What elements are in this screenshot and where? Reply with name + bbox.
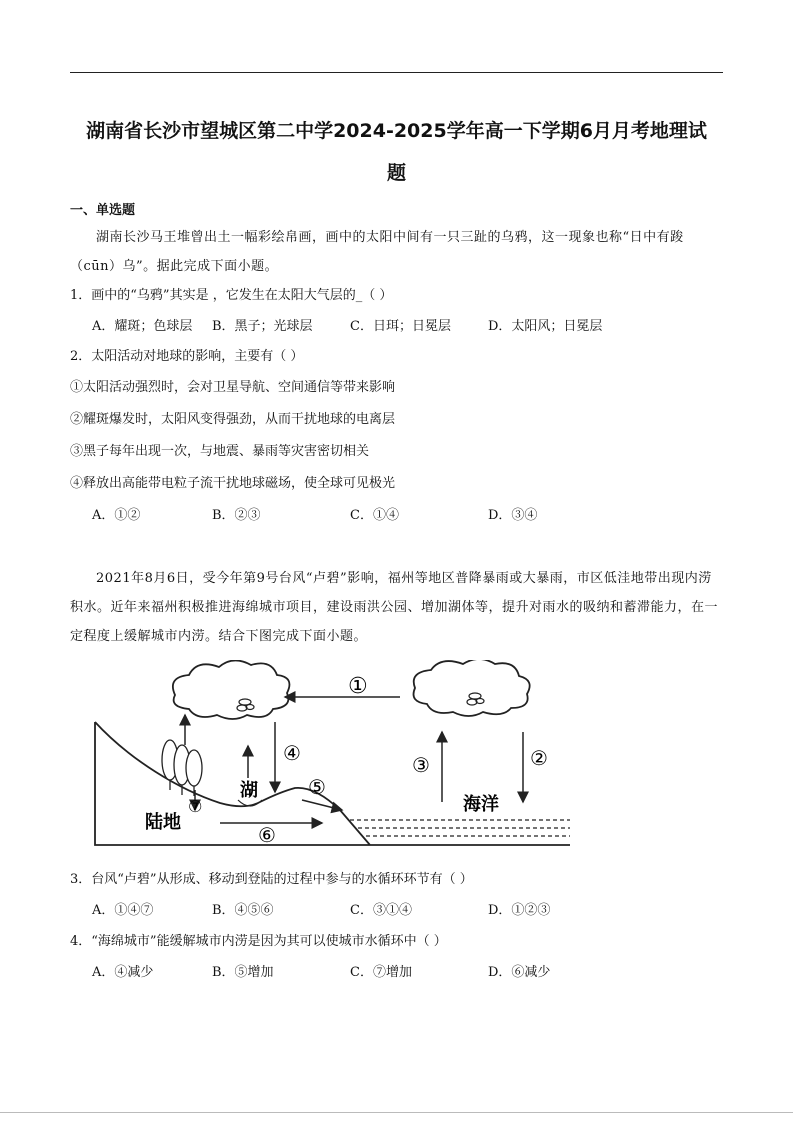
q4-option-b[interactable]: B．⑤增加 (212, 965, 274, 980)
label-3: ③ (412, 753, 430, 777)
arrow-5 (302, 800, 342, 810)
cloud-right (414, 660, 530, 716)
label-land: 陆地 (145, 812, 181, 833)
label-2: ② (530, 746, 548, 770)
label-6: ⑥ (258, 823, 276, 847)
passage-1: 湖南长沙马王堆曾出土一幅彩绘帛画，画中的太阳中间有一只三趾的乌鸦，这一现象也称“日中有踆（cūn）乌”。据此完成下面小题。 (70, 230, 684, 274)
q2-item-4: ④释放出高能带电粒子流干扰地球磁场，使全球可见极光 (70, 476, 396, 491)
q3-option-c[interactable]: C．③①④ (350, 903, 412, 918)
label-4: ④ (283, 741, 301, 765)
q4-option-a[interactable]: A．④减少 (92, 965, 154, 980)
section-heading: 一、单选题 (70, 203, 136, 218)
q2-item-1: ①太阳活动强烈时，会对卫星导航、空间通信等带来影响 (70, 380, 396, 395)
q2-option-d[interactable]: D．③④ (488, 508, 538, 523)
label-lake: 湖 (240, 780, 258, 801)
q1-stem: 1．画中的“乌鸦”其实是 ，它发生在太阳大气层的_（ ） (70, 288, 393, 303)
page-title (60, 110, 733, 194)
q2-stem: 2．太阳活动对地球的影响，主要有（ ） (70, 349, 304, 364)
q1-option-d[interactable]: D．太阳风；日冕层 (488, 319, 603, 334)
bottom-rule (0, 1112, 793, 1113)
q1-option-c[interactable]: C．日珥；日冕层 (350, 319, 451, 334)
trees-icon (162, 740, 202, 796)
label-1: ① (348, 674, 368, 699)
q1-option-b[interactable]: B．黑子；光球层 (212, 319, 313, 334)
q4-option-d[interactable]: D．⑥减少 (488, 965, 551, 980)
q2-item-3: ③黑子每年出现一次，与地震、暴雨等灾害密切相关 (70, 444, 370, 459)
top-rule (70, 72, 723, 73)
q2-option-b[interactable]: B．②③ (212, 508, 261, 523)
q4-stem: 4．“海绵城市”能缓解城市内涝是因为其可以使城市水循环中（ ） (70, 934, 447, 949)
title-line-1: 湖南省长沙市望城区第二中学2024-2025学年高一下学期6月月考地理试 (86, 120, 707, 142)
label-5: ⑤ (308, 775, 326, 799)
q2-option-a[interactable]: A．①② (92, 508, 141, 523)
q3-stem: 3．台风“卢碧”从形成、移动到登陆的过程中参与的水循环环节有（ ） (70, 872, 473, 887)
label-7: ⑦ (188, 797, 203, 816)
label-ocean: 海洋 (463, 794, 499, 815)
q2-option-c[interactable]: C．①④ (350, 508, 399, 523)
q3-option-d[interactable]: D．①②③ (488, 903, 551, 918)
q4-option-c[interactable]: C．⑦增加 (350, 965, 412, 980)
water-cycle-diagram (70, 660, 580, 855)
q2-item-2: ②耀斑爆发时，太阳风变得强劲，从而干扰地球的电离层 (70, 412, 396, 427)
q3-option-a[interactable]: A．①④⑦ (92, 903, 154, 918)
q1-option-a[interactable]: A．耀斑；色球层 (92, 319, 193, 334)
cloud-left (173, 660, 290, 719)
q3-option-b[interactable]: B．④⑤⑥ (212, 903, 274, 918)
title-line-2: 题 (386, 162, 406, 184)
passage-2: 2021年8月6日，受今年第9号台风“卢碧”影响，福州等地区普降暴雨或大暴雨，市区低洼地带出现内涝积水。近年来福州积极推进海绵城市项目，建设雨洪公园、增加湖体等，提升对雨水的吸纳和蓄滞能力，在一定程度上缓解城市内涝。结合下图完成下面小题。 (70, 571, 719, 644)
